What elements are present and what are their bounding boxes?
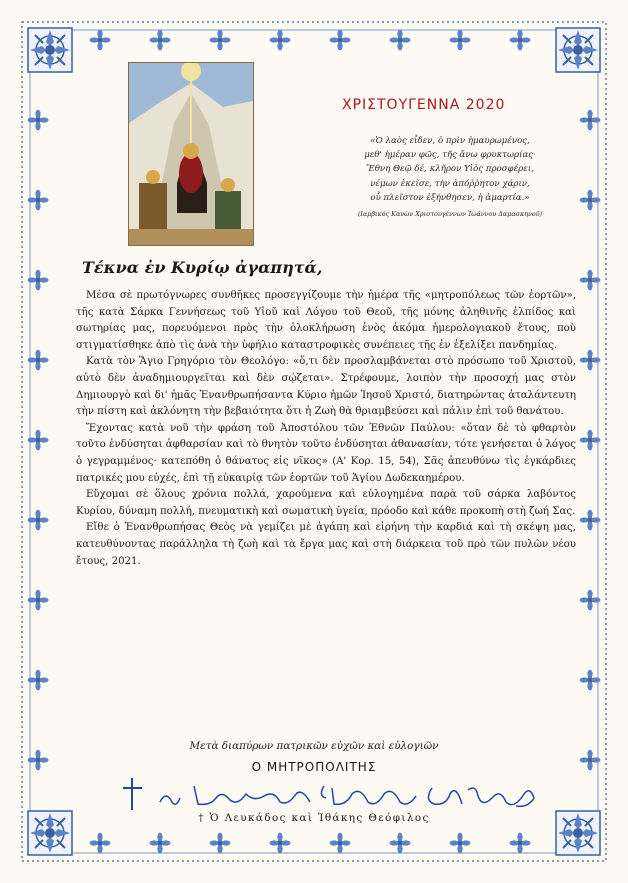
hymn-quote	[300, 134, 600, 221]
hymn-line: μεθ' ἡμέραν φῶς, τῆς ἄνω φρυκτωρίας·	[364, 150, 536, 161]
hymn-line: Ἔθνη Θεῷ δέ, κλῆρον Υἱὸς προσφέρει,	[366, 164, 534, 175]
hymn-source: (Ιαμβικός Κανὼν Χριστουγέννων Ἰωάννου Δαμασκηνοῦ)	[357, 210, 543, 219]
hymn-line: οὗ πλεῖστον ἐξήνθησεν, ἡ ἁμαρτία.»	[370, 192, 530, 203]
hymn-line: «Ὁ λαὸς εἶδεν, ὁ πρὶν ἠμαυρωμένος,	[370, 136, 530, 146]
nativity-icon-image	[128, 62, 254, 246]
closing-line: Μετὰ διαπύρων πατρικῶν εὐχῶν καὶ εὐλογιῶν	[189, 740, 439, 752]
handwritten-signature	[120, 776, 540, 816]
greeting: Τέκνα ἐν Κυρίῳ ἀγαπητά,	[82, 258, 323, 277]
printed-name: † Ὁ Λευκάδος καὶ Ἰθάκης Θεόφιλος	[198, 812, 430, 824]
letter-title: ΧΡΙΣΤΟΥΓΕΝΝΑ 2020	[342, 97, 506, 113]
body-paragraph: Εὔχομαι σὲ ὅλους χρόνια πολλά, χαρούμενα καὶ εὐλογημένα παρὰ τοῦ σάρκα λαβόντος Κυρίου, δύναμη πολλή, πνευματικὴ καὶ σωματικὴ ὑγεία, πρόοδο καὶ κάθε προκοπὴ στὴ ζωή Σας.	[76, 489, 576, 517]
body-paragraph: Μέσα σὲ πρωτόγνωρες συνθῆκες προσεγγίζουμε τὴν ἡμέρα τῆς «μητροπόλεως τῶν ἑορτῶν», τῆς κατὰ Σάρκα Γεννήσεως τοῦ Υἱοῦ καὶ Λόγου τοῦ Θεοῦ, τῆς μόνης ἀληθινῆς ἐλπίδος καὶ σωτηρίας μας, πορευόμενοι πρὸς τὴν ὁλοκλήρωση ἑνὸς ἀκόμα ἡμερολογιακοῦ ἔτους, ποὺ στιγματίσθηκε ἀπὸ τὶς ἀνὰ τὴν ὑφήλιο καταστροφικὲς συνέπειες τῆς ἐν ἐξελίξει πανδημίας.	[76, 290, 576, 351]
letter-body	[76, 288, 576, 570]
body-paragraph: Κατὰ τὸν Ἅγιο Γρηγόριο τὸν Θεολόγο: «ὅ,τι δὲν προσλαμβάνεται στὸ πρόσωπο τοῦ Χριστοῦ, αὐτὸ δὲν ἀναδημιουργεῖται καὶ δὲν σῴζεται». Στρέφουμε, λοιπὸν τὴν προσοχή μας στὸν Δημιουργὸ καὶ δι' ἡμᾶς Ἐνανθρωπήσαντα Κύριο ἡμῶν Ἰησοῦ Χριστό, διατηρώντας ἀταλάντευτη τὴν πίστη καὶ ἀκλόνητη τὴν βεβαιότητα ὅτι ἡ Ζωὴ θὰ θριαμβεύσει καὶ πάλιν ἐπὶ τοῦ θανάτου.	[76, 356, 576, 418]
hymn-line: νέμων ἐκεῖσε, τὴν ἀπόῤῥητον χάριν,	[370, 178, 530, 189]
metropolitan-title: Ο ΜΗΤΡΟΠΟΛΙΤΗΣ	[251, 760, 377, 774]
body-paragraph: Ἔχοντας κατὰ νοῦ τὴν φράση τοῦ Ἀποστόλου τῶν Ἐθνῶν Παύλου: «ὅταν δὲ τὸ φθαρτὸν τοῦτο ἐνδύσηται ἀφθαρσίαν καὶ τὸ θνητὸν τοῦτο ἐνδύσηται ἀθανασίαν, τότε γενήσεται ὁ λόγος ὁ γεγραμμένος· κατεπόθη ὁ θάνατος εἰς νῖκος» (Α' Κορ. 15, 54), Σᾶς ἀπευθύνω τὶς ἐγκάρδιες πατρικές μου εὐχές, ἐπὶ τῇ εὐκαιρίᾳ τῶν ἑορτῶν τοῦ Ἁγίου Δωδεκαημέρου.	[76, 422, 576, 484]
body-paragraph: Εἴθε ὁ Ἐνανθρωπήσας Θεὸς νὰ γεμίζει μὲ ἀγάπη καὶ εἰρήνη τὴν καρδιά καὶ τὴ σκέψη μας, κατευθύνοντας παράλληλα τὴ ζωὴ καὶ τὰ ἔργα μας καὶ στὴ διάρκεια τοῦ πρὸ τῶν πυλῶν νέου ἔτους, 2021.	[76, 522, 576, 567]
